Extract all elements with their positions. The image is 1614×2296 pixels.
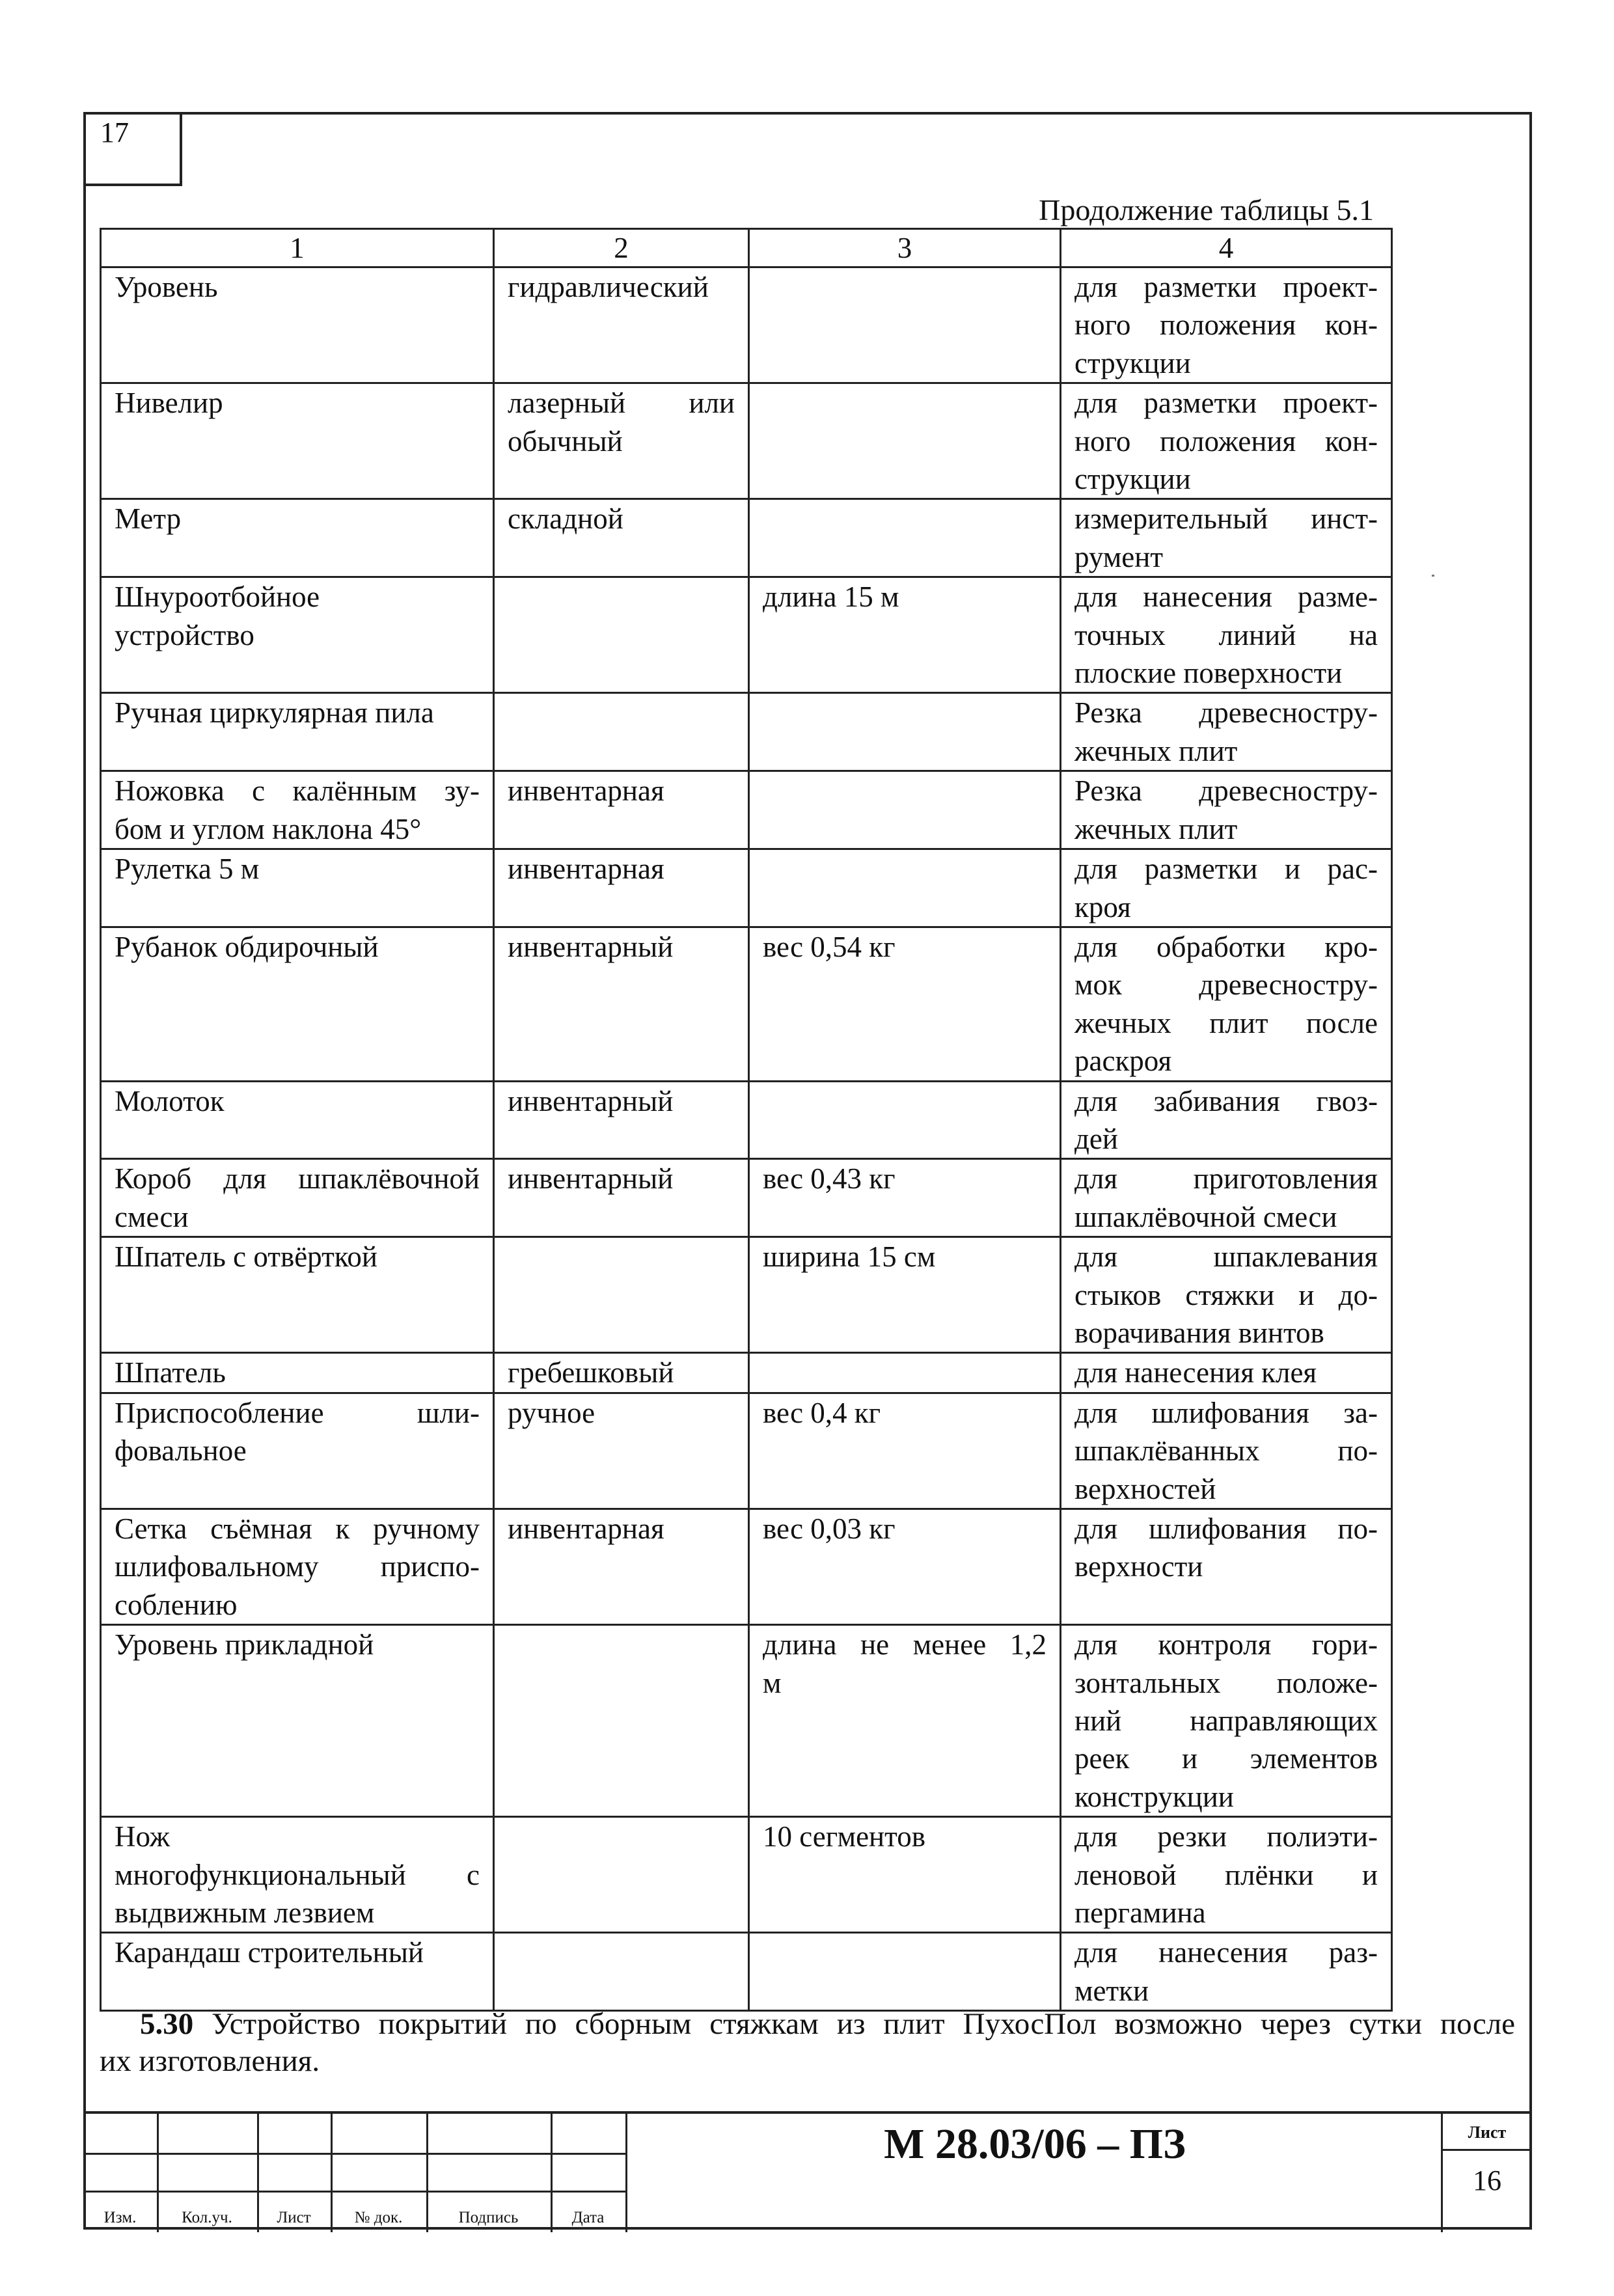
table-row bbox=[101, 1817, 1392, 1933]
table-cell-col-4 bbox=[1061, 771, 1392, 849]
table-cell-col-2 bbox=[494, 1817, 749, 1933]
title-block-col-label: Подпись bbox=[458, 2209, 519, 2226]
cell-line: измерительный инст- bbox=[1074, 502, 1378, 536]
table-cell-col-3 bbox=[749, 927, 1061, 1081]
cell-line: Короб для шпаклёвочной bbox=[115, 1162, 480, 1196]
table-cell-col-2 bbox=[494, 693, 749, 771]
table-row bbox=[101, 267, 1392, 383]
cell-line: леновой плёнки и bbox=[1074, 1858, 1378, 1891]
cell-line: конструкции bbox=[1074, 1780, 1234, 1813]
table-cell-col-3 bbox=[749, 1509, 1061, 1625]
cell-line: для резки полиэти- bbox=[1074, 1820, 1378, 1853]
table-row bbox=[101, 499, 1392, 577]
table-cell-col-3 bbox=[749, 1817, 1061, 1933]
table-cell-col-3 bbox=[749, 577, 1061, 693]
table-cell-col-1 bbox=[101, 1353, 494, 1393]
table-cell-col-3 bbox=[749, 1933, 1061, 2011]
cell-line: гребешковый bbox=[508, 1356, 674, 1389]
table-cell-col-1 bbox=[101, 499, 494, 577]
cell-line: Рубанок обдирочный bbox=[115, 930, 379, 963]
title-block-col-label: Дата bbox=[571, 2209, 605, 2226]
cell-line: для контроля гори- bbox=[1074, 1628, 1378, 1661]
table-cell-col-4 bbox=[1061, 1625, 1392, 1817]
table-cell-col-1 bbox=[101, 267, 494, 383]
paragraph-line bbox=[100, 2006, 1515, 2043]
cell-line: кроя bbox=[1074, 890, 1131, 923]
table-cell-col-4 bbox=[1061, 383, 1392, 499]
cell-line: для разметки и рас- bbox=[1074, 853, 1378, 886]
page-number: 17 bbox=[100, 116, 129, 148]
table-cell-col-3 bbox=[749, 1393, 1061, 1509]
table-cell-col-2 bbox=[494, 1159, 749, 1237]
table-row bbox=[101, 849, 1392, 927]
column-header: 3 bbox=[749, 229, 1061, 267]
cell-line: Приспособление шли- bbox=[115, 1396, 480, 1429]
cell-line: Метр bbox=[115, 502, 182, 536]
table-cell-col-4 bbox=[1061, 577, 1392, 693]
cell-line: фовальное bbox=[115, 1434, 247, 1468]
cell-line: Ручная циркулярная пила bbox=[115, 696, 434, 730]
cell-line: бом и углом наклона 45° bbox=[115, 812, 422, 845]
cell-line: Ножовка с калённым зу- bbox=[115, 774, 480, 808]
cell-line: дей bbox=[1074, 1122, 1118, 1155]
table-cell-col-2 bbox=[494, 1237, 749, 1353]
cell-line: Шнуроотбойное bbox=[115, 581, 320, 614]
cell-line: вес 0,43 кг bbox=[763, 1162, 896, 1196]
table-cell-col-4 bbox=[1061, 1159, 1392, 1237]
table-cell-col-4 bbox=[1061, 1817, 1392, 1933]
table-cell-col-1 bbox=[101, 849, 494, 927]
cell-line: 10 сегментов bbox=[763, 1820, 925, 1853]
table-cell-col-4 bbox=[1061, 1237, 1392, 1353]
title-block-rule bbox=[83, 2153, 625, 2155]
cell-line: Резка древесностру- bbox=[1074, 774, 1378, 808]
cell-line: инвентарный bbox=[508, 1162, 674, 1196]
cell-line: стыков стяжки и до- bbox=[1074, 1278, 1378, 1311]
table-row bbox=[101, 577, 1392, 693]
cell-line: для обработки кро- bbox=[1074, 930, 1378, 963]
column-header: 1 bbox=[101, 229, 494, 267]
table-cell-col-1 bbox=[101, 1393, 494, 1509]
cell-line: шлифовальному приспо- bbox=[115, 1550, 480, 1583]
cell-line: лазерный или bbox=[508, 387, 735, 420]
title-block-col-label: Кол.уч. bbox=[182, 2209, 232, 2226]
cell-line: для нанесения клея bbox=[1074, 1356, 1317, 1389]
cell-line: длина не менее 1,2 bbox=[763, 1628, 1046, 1661]
table-caption: Продолжение таблицы 5.1 bbox=[1039, 193, 1374, 226]
cell-line: длина 15 м bbox=[763, 581, 899, 614]
cell-line: Уровень bbox=[115, 271, 218, 303]
table-row bbox=[101, 927, 1392, 1081]
table-row bbox=[101, 1393, 1392, 1509]
table-cell-col-3 bbox=[749, 849, 1061, 927]
cell-line: румент bbox=[1074, 540, 1164, 573]
table-cell-col-2 bbox=[494, 577, 749, 693]
column-header: 2 bbox=[494, 229, 749, 267]
cell-line: соблению bbox=[115, 1588, 238, 1621]
table-cell-col-1 bbox=[101, 771, 494, 849]
cell-line: инвентарная bbox=[508, 1512, 664, 1545]
title-block-divider bbox=[625, 2114, 627, 2232]
cell-line: жечных плит после bbox=[1074, 1006, 1378, 1039]
cell-line: для разметки проект- bbox=[1074, 271, 1378, 303]
cell-line: точных линий на bbox=[1074, 618, 1378, 651]
table-cell-col-1 bbox=[101, 383, 494, 499]
cell-line: вес 0,03 кг bbox=[763, 1512, 896, 1545]
table-cell-col-1 bbox=[101, 577, 494, 693]
cell-line: Шпатель bbox=[115, 1356, 226, 1389]
table-cell-col-2 bbox=[494, 771, 749, 849]
table-cell-col-1 bbox=[101, 1159, 494, 1237]
page-number-box bbox=[83, 112, 182, 186]
cell-line: струкции bbox=[1074, 346, 1191, 379]
cell-line: Рулетка 5 м bbox=[115, 853, 260, 886]
cell-line: метки bbox=[1074, 1974, 1149, 2007]
cell-line: Карандаш строительный bbox=[115, 1936, 424, 1969]
table-cell-col-2 bbox=[494, 383, 749, 499]
table-cell-col-1 bbox=[101, 927, 494, 1081]
cell-line: Сетка съёмная к ручному bbox=[115, 1512, 480, 1545]
cell-line: Молоток bbox=[115, 1084, 225, 1117]
document-code: М 28.03/06 – ПЗ bbox=[884, 2120, 1186, 2168]
table-cell-col-2 bbox=[494, 1081, 749, 1159]
cell-line: выдвижным лезвием bbox=[115, 1896, 375, 1930]
table-cell-col-1 bbox=[101, 1817, 494, 1933]
table-cell-col-4 bbox=[1061, 1081, 1392, 1159]
cell-line: шпаклёвочной смеси bbox=[1074, 1200, 1337, 1233]
table-header-row bbox=[101, 229, 1392, 267]
table-cell-col-4 bbox=[1061, 849, 1392, 927]
table-cell-col-1 bbox=[101, 1509, 494, 1625]
table-cell-col-3 bbox=[749, 693, 1061, 771]
cell-line: Нож bbox=[115, 1820, 170, 1853]
title-block-col-label: № док. bbox=[354, 2209, 403, 2226]
paragraph-number: 5.30 bbox=[140, 2007, 194, 2041]
table-row bbox=[101, 1159, 1392, 1237]
table-row bbox=[101, 1081, 1392, 1159]
cell-line: для шпаклевания bbox=[1074, 1240, 1378, 1274]
table-row bbox=[101, 1509, 1392, 1625]
cell-line: жечных плит bbox=[1074, 812, 1238, 845]
cell-line: для разметки проект- bbox=[1074, 387, 1378, 420]
table-cell-col-2 bbox=[494, 849, 749, 927]
cell-line: инвентарный bbox=[508, 930, 674, 963]
table-cell-col-3 bbox=[749, 267, 1061, 383]
table-cell-col-3 bbox=[749, 1237, 1061, 1353]
cell-line: для шлифования за- bbox=[1074, 1396, 1378, 1429]
table-cell-col-4 bbox=[1061, 499, 1392, 577]
table-cell-col-3 bbox=[749, 1625, 1061, 1817]
cell-line: для забивания гвоз- bbox=[1074, 1084, 1378, 1117]
cell-line: шпаклёванных по- bbox=[1074, 1434, 1378, 1468]
paragraph-5-30 bbox=[100, 2006, 1515, 2080]
table-cell-col-3 bbox=[749, 1159, 1061, 1237]
sheet-number: 16 bbox=[1473, 2165, 1501, 2196]
title-block-rule bbox=[83, 2191, 625, 2193]
cell-line: ний направляющих bbox=[1074, 1704, 1378, 1738]
cell-line: струкции bbox=[1074, 463, 1191, 496]
table-cell-col-2 bbox=[494, 927, 749, 1081]
cell-line: для нанесения разме- bbox=[1074, 581, 1378, 614]
table-cell-col-4 bbox=[1061, 927, 1392, 1081]
cell-line: плоские поверхности bbox=[1074, 657, 1343, 690]
cell-line: ворачивания винтов bbox=[1074, 1316, 1324, 1349]
cell-line: м bbox=[763, 1666, 782, 1699]
cell-line: для приготовления bbox=[1074, 1162, 1378, 1196]
cell-line: вес 0,54 кг bbox=[763, 930, 896, 963]
table-cell-col-2 bbox=[494, 1625, 749, 1817]
title-block-col-label: Изм. bbox=[103, 2209, 137, 2226]
table-cell-col-3 bbox=[749, 383, 1061, 499]
table-cell-col-4 bbox=[1061, 1353, 1392, 1393]
table-row bbox=[101, 1353, 1392, 1393]
cell-line: реек и элементов bbox=[1074, 1742, 1378, 1775]
table-cell-col-2 bbox=[494, 1393, 749, 1509]
table-cell-col-3 bbox=[749, 1081, 1061, 1159]
table-cell-col-1 bbox=[101, 1237, 494, 1353]
table-cell-col-4 bbox=[1061, 1509, 1392, 1625]
table-row bbox=[101, 693, 1392, 771]
cell-line: верхности bbox=[1074, 1550, 1203, 1583]
table-cell-col-4 bbox=[1061, 267, 1392, 383]
table-cell-col-3 bbox=[749, 1353, 1061, 1393]
table-cell-col-1 bbox=[101, 1933, 494, 2011]
cell-line: для шлифования по- bbox=[1074, 1512, 1378, 1545]
table-cell-col-4 bbox=[1061, 693, 1392, 771]
cell-line: смеси bbox=[115, 1200, 189, 1233]
table-row bbox=[101, 1625, 1392, 1817]
cell-line: складной bbox=[508, 502, 623, 536]
cell-line: многофункциональный с bbox=[115, 1858, 480, 1891]
title-block-rule bbox=[1441, 2149, 1532, 2151]
cell-line: ширина 15 см bbox=[763, 1240, 936, 1274]
table-cell-col-3 bbox=[749, 499, 1061, 577]
cell-line: зонтальных положе- bbox=[1074, 1666, 1378, 1699]
table-cell-col-2 bbox=[494, 1933, 749, 2011]
cell-line: обычный bbox=[508, 424, 623, 458]
cell-line: Нивелир bbox=[115, 387, 223, 420]
paragraph-text: Устройство покрытий по сборным стяжкам из плит ПухосПол возможно через сутки после bbox=[193, 2007, 1515, 2041]
table-cell-col-1 bbox=[101, 1081, 494, 1159]
cell-line: ручное bbox=[508, 1396, 595, 1429]
cell-line: гидравлический bbox=[508, 271, 709, 303]
cell-line: для нанесения раз- bbox=[1074, 1936, 1378, 1969]
cell-line: жечных плит bbox=[1074, 734, 1238, 767]
table-row bbox=[101, 1933, 1392, 2011]
cell-line: Шпатель с отвёрткой bbox=[115, 1240, 377, 1274]
cell-line: пергамина bbox=[1074, 1896, 1206, 1930]
cell-line: Резка древесностру- bbox=[1074, 696, 1378, 730]
cell-line: ного положения кон- bbox=[1074, 424, 1378, 458]
paragraph-line: их изготовления. bbox=[100, 2044, 320, 2078]
cell-line: мок древесностру- bbox=[1074, 968, 1378, 1002]
table-cell-col-1 bbox=[101, 693, 494, 771]
sheet-label: Лист bbox=[1468, 2123, 1507, 2142]
cell-line: ного положения кон- bbox=[1074, 308, 1378, 342]
cell-line: инвентарная bbox=[508, 774, 664, 808]
column-header: 4 bbox=[1061, 229, 1392, 267]
cell-line: инвентарная bbox=[508, 853, 664, 886]
table-cell-col-2 bbox=[494, 499, 749, 577]
cell-line: устройство bbox=[115, 618, 254, 651]
table-cell-col-2 bbox=[494, 1353, 749, 1393]
cell-line: инвентарный bbox=[508, 1084, 674, 1117]
scan-speck bbox=[1432, 575, 1434, 577]
cell-line: раскроя bbox=[1074, 1045, 1172, 1078]
cell-line: вес 0,4 кг bbox=[763, 1396, 881, 1429]
table-row bbox=[101, 1237, 1392, 1353]
table-cell-col-1 bbox=[101, 1625, 494, 1817]
table-cell-col-4 bbox=[1061, 1933, 1392, 2011]
table-cell-col-2 bbox=[494, 267, 749, 383]
title-block-col-label: Лист bbox=[277, 2209, 311, 2226]
cell-line: верхностей bbox=[1074, 1472, 1216, 1505]
table-cell-col-4 bbox=[1061, 1393, 1392, 1509]
table-row bbox=[101, 771, 1392, 849]
table-cell-col-2 bbox=[494, 1509, 749, 1625]
table-row bbox=[101, 383, 1392, 499]
table-cell-col-3 bbox=[749, 771, 1061, 849]
cell-line: Уровень прикладной bbox=[115, 1628, 374, 1661]
equipment-table bbox=[100, 228, 1393, 2012]
